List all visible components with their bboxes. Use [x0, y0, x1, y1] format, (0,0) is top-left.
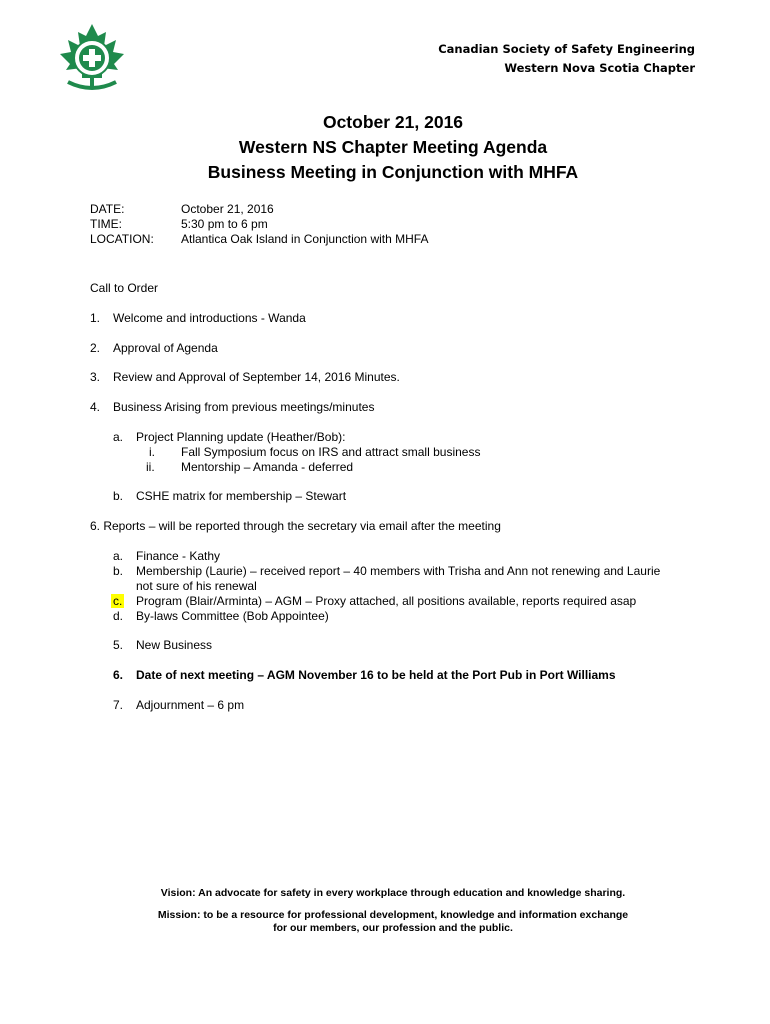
chapter-name: Western Nova Scotia Chapter	[504, 61, 695, 75]
report-item: By-laws Committee (Bob Appointee)	[136, 609, 329, 623]
sub-item: CSHE matrix for membership – Stewart	[136, 489, 347, 503]
mission-statement-line2: for our members, our profession and the public.	[273, 922, 513, 934]
agenda-item: New Business	[136, 638, 213, 652]
item-number: 7.	[113, 698, 124, 712]
reports-heading: 6. Reports – will be reported through the secretary via email after the meeting	[90, 519, 501, 533]
report-letter: a.	[113, 549, 124, 563]
sub-sub-item: Fall Symposium focus on IRS and attract small business	[181, 445, 481, 459]
roman-numeral: i.	[149, 445, 155, 459]
organization-header	[438, 40, 695, 78]
report-item: Program (Blair/Arminta) – AGM – Proxy attached, all positions available, reports required asap	[136, 594, 637, 608]
report-letter: d.	[113, 609, 124, 623]
report-letter: b.	[113, 564, 124, 578]
maple-leaf-cross-logo-icon	[58, 22, 126, 98]
item-number: 4.	[90, 400, 101, 414]
next-meeting-item: Date of next meeting – AGM November 16 to be held at the Port Pub in Port Williams	[136, 668, 616, 682]
mission-statement-line1: Mission: to be a resource for professional development, knowledge and information exchange	[157, 909, 629, 921]
org-name: Canadian Society of Safety Engineering	[438, 42, 695, 56]
agenda-item: Adjournment – 6 pm	[136, 698, 245, 712]
sub-item-letter: a.	[113, 430, 124, 444]
roman-numeral: ii.	[146, 460, 155, 474]
date-label: DATE:	[90, 202, 125, 216]
sub-item-letter: b.	[113, 489, 124, 503]
report-letter-highlighted: c.	[113, 594, 123, 608]
agenda-item: Approval of Agenda	[113, 341, 218, 355]
vision-statement: Vision: An advocate for safety in every workplace through education and knowledge sharing.	[160, 887, 626, 899]
item-number: 6.	[113, 668, 124, 682]
agenda-item: Welcome and introductions - Wanda	[113, 311, 306, 325]
report-item-continued: not sure of his renewal	[136, 579, 257, 593]
date-value: October 21, 2016	[181, 202, 274, 216]
title-date: October 21, 2016	[322, 112, 464, 132]
sub-item: Project Planning update (Heather/Bob):	[136, 430, 346, 444]
agenda-item: Business Arising from previous meetings/minutes	[113, 400, 375, 414]
title-subtitle: Business Meeting in Conjunction with MHFA	[207, 162, 579, 182]
report-item: Finance - Kathy	[136, 549, 221, 563]
item-number: 2.	[90, 341, 101, 355]
sub-sub-item: Mentorship – Amanda - deferred	[181, 460, 354, 474]
call-to-order: Call to Order	[90, 281, 159, 295]
location-value: Atlantica Oak Island in Conjunction with MHFA	[181, 232, 429, 246]
location-label: LOCATION:	[90, 232, 154, 246]
report-item: Membership (Laurie) – received report – 40 members with Trisha and Ann not renewing and Laurie	[136, 564, 661, 578]
item-number: 1.	[90, 311, 101, 325]
title-agenda: Western NS Chapter Meeting Agenda	[238, 137, 548, 157]
time-label: TIME:	[90, 217, 122, 231]
time-value: 5:30 pm to 6 pm	[181, 217, 268, 231]
item-number: 3.	[90, 370, 101, 384]
agenda-item: Review and Approval of September 14, 2016 Minutes.	[113, 370, 400, 384]
item-number: 5.	[113, 638, 124, 652]
